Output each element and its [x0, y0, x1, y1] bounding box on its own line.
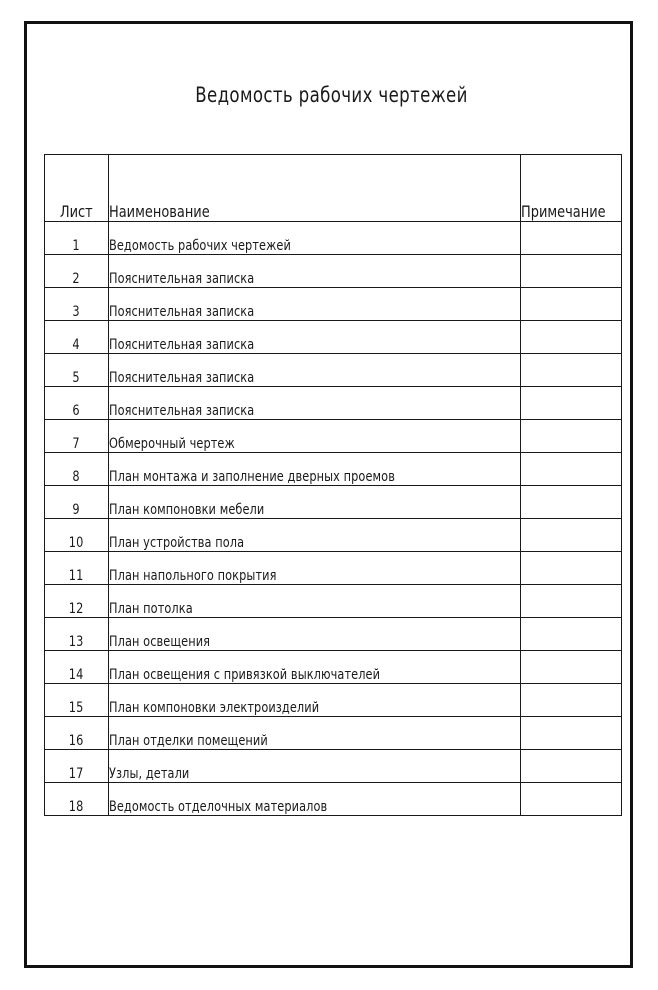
drawing-name-text: План компоновки электроизделий: [109, 700, 320, 716]
drawing-name-text: План монтажа и заполнение дверных проемов: [109, 469, 395, 485]
drawing-name-text: План устройства пола: [109, 535, 245, 551]
drawing-name-text: Пояснительная записка: [109, 304, 255, 320]
column-header-name-label: Наименование: [109, 202, 210, 221]
sheet-number-text: 8: [72, 469, 81, 485]
cell-drawing-name: [109, 585, 521, 618]
drawing-name-text: Узлы, детали: [109, 766, 190, 782]
table-body: [45, 222, 622, 816]
cell-sheet-number: [45, 354, 109, 387]
cell-sheet-number: [45, 684, 109, 717]
column-header-note-label: Примечание: [521, 202, 606, 221]
table-row: [45, 288, 622, 321]
drawing-name-text: Обмерочный чертеж: [109, 436, 235, 452]
cell-note: [521, 519, 622, 552]
column-header-note: [521, 155, 622, 222]
drawing-name-text: План освещения с привязкой выключателей: [109, 667, 381, 683]
table-row: [45, 486, 622, 519]
table-header-row: [45, 155, 622, 222]
cell-sheet-number: [45, 552, 109, 585]
cell-drawing-name: [109, 222, 521, 255]
cell-sheet-number: [45, 717, 109, 750]
drawing-name-text: План компоновки мебели: [109, 502, 265, 518]
table-row: [45, 420, 622, 453]
cell-note: [521, 288, 622, 321]
cell-note: [521, 453, 622, 486]
cell-sheet-number: [45, 651, 109, 684]
table-row: [45, 453, 622, 486]
sheet-number-text: 5: [72, 370, 81, 386]
drawing-name-text: План потолка: [109, 601, 193, 617]
cell-sheet-number: [45, 288, 109, 321]
table-row: [45, 750, 622, 783]
cell-sheet-number: [45, 750, 109, 783]
cell-drawing-name: [109, 288, 521, 321]
cell-sheet-number: [45, 486, 109, 519]
cell-sheet-number: [45, 321, 109, 354]
cell-note: [521, 420, 622, 453]
cell-sheet-number: [45, 783, 109, 816]
cell-note: [521, 486, 622, 519]
sheet-number-text: 10: [69, 535, 84, 551]
cell-note: [521, 387, 622, 420]
cell-note: [521, 651, 622, 684]
sheet-number-text: 1: [72, 238, 81, 254]
cell-note: [521, 684, 622, 717]
cell-sheet-number: [45, 519, 109, 552]
cell-sheet-number: [45, 420, 109, 453]
table-row: [45, 618, 622, 651]
cell-note: [521, 354, 622, 387]
cell-drawing-name: [109, 387, 521, 420]
table-row: [45, 519, 622, 552]
cell-sheet-number: [45, 387, 109, 420]
cell-sheet-number: [45, 585, 109, 618]
cell-sheet-number: [45, 222, 109, 255]
sheet-number-text: 17: [69, 766, 84, 782]
cell-drawing-name: [109, 255, 521, 288]
drawing-name-text: Пояснительная записка: [109, 337, 255, 353]
cell-drawing-name: [109, 519, 521, 552]
cell-drawing-name: [109, 651, 521, 684]
sheet-number-text: 11: [69, 568, 84, 584]
drawing-name-text: Пояснительная записка: [109, 271, 255, 287]
cell-note: [521, 255, 622, 288]
cell-drawing-name: [109, 618, 521, 651]
table-row: [45, 255, 622, 288]
table-row: [45, 387, 622, 420]
drawing-name-text: План освещения: [109, 634, 211, 650]
cell-note: [521, 585, 622, 618]
cell-note: [521, 618, 622, 651]
column-header-sheet-label: Лист: [60, 202, 93, 221]
drawing-name-text: Ведомость рабочих чертежей: [109, 238, 291, 254]
cell-drawing-name: [109, 783, 521, 816]
table-row: [45, 651, 622, 684]
table-row: [45, 783, 622, 816]
sheet-number-text: 14: [69, 667, 84, 683]
sheet-number-text: 16: [69, 733, 84, 749]
cell-sheet-number: [45, 618, 109, 651]
cell-note: [521, 783, 622, 816]
table-row: [45, 585, 622, 618]
drawing-name-text: Пояснительная записка: [109, 370, 255, 386]
sheet-number-text: 12: [69, 601, 84, 617]
drawing-name-text: Ведомость отделочных материалов: [109, 799, 328, 815]
cell-note: [521, 222, 622, 255]
cell-note: [521, 717, 622, 750]
table-row: [45, 684, 622, 717]
table-row: [45, 321, 622, 354]
cell-drawing-name: [109, 321, 521, 354]
drawing-name-text: Пояснительная записка: [109, 403, 255, 419]
cell-drawing-name: [109, 354, 521, 387]
sheet-number-text: 9: [72, 502, 81, 518]
sheet-number-text: 3: [72, 304, 81, 320]
drawing-name-text: План напольного покрытия: [109, 568, 277, 584]
working-drawings-register-table: [44, 154, 622, 816]
drawing-sheet-frame: [24, 21, 633, 968]
cell-drawing-name: [109, 717, 521, 750]
drawing-name-text: План отделки помещений: [109, 733, 268, 749]
table-row: [45, 717, 622, 750]
sheet-number-text: 6: [72, 403, 81, 419]
cell-note: [521, 321, 622, 354]
cell-drawing-name: [109, 486, 521, 519]
table-row: [45, 222, 622, 255]
cell-drawing-name: [109, 453, 521, 486]
cell-note: [521, 750, 622, 783]
sheet-number-text: 7: [72, 436, 81, 452]
column-header-name: [109, 155, 521, 222]
cell-sheet-number: [45, 453, 109, 486]
page-title: Ведомость рабочих чертежей: [195, 83, 468, 107]
sheet-number-text: 2: [72, 271, 81, 287]
sheet-number-text: 18: [69, 799, 84, 815]
sheet-number-text: 4: [72, 337, 81, 353]
table-row: [45, 552, 622, 585]
cell-drawing-name: [109, 684, 521, 717]
table-header: [45, 155, 622, 222]
sheet-number-text: 15: [69, 700, 84, 716]
cell-sheet-number: [45, 255, 109, 288]
table-row: [45, 354, 622, 387]
cell-note: [521, 552, 622, 585]
column-header-sheet: [45, 155, 109, 222]
cell-drawing-name: [109, 420, 521, 453]
cell-drawing-name: [109, 750, 521, 783]
cell-drawing-name: [109, 552, 521, 585]
sheet-number-text: 13: [69, 634, 84, 650]
